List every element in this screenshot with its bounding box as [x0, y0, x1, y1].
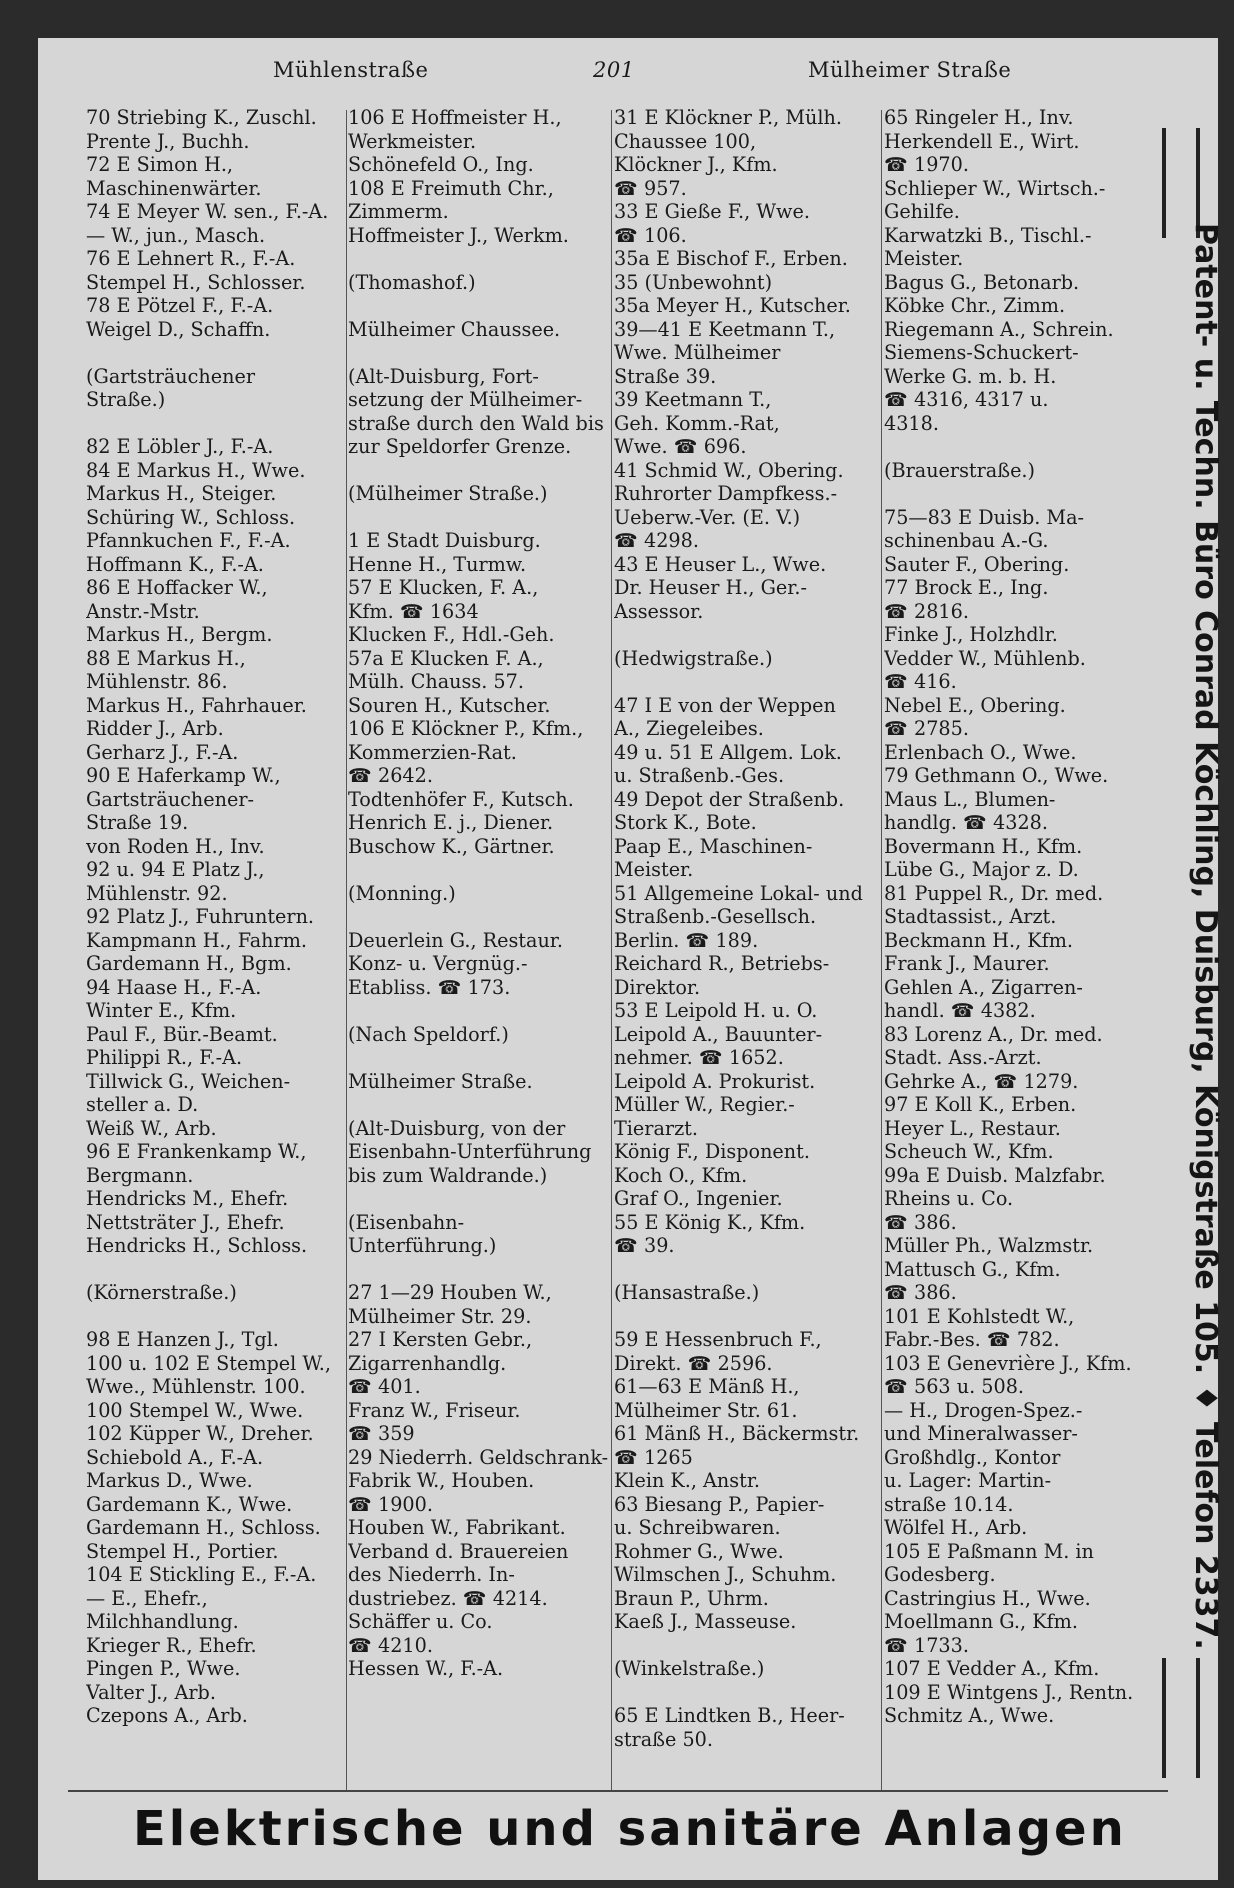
directory-entry-line: 79 Gethmann O., Wwe. [884, 764, 1109, 787]
directory-entry-line: (Körnerstraße.) [86, 1281, 237, 1304]
directory-entry-line: 49 Depot der Straßenb. [614, 787, 845, 811]
directory-entry-line: steller a. D. [86, 1093, 199, 1116]
directory-entry-line [86, 1305, 381, 1329]
directory-entry-line [348, 1187, 648, 1211]
directory-entry-line: Milchhandlung. [86, 1610, 239, 1633]
directory-entry-line: Hendricks M., Ehefr. [86, 1187, 289, 1210]
directory-entry-line: Hoffmeister J., Werkm. [348, 223, 569, 247]
directory-entry-line: Meister. [884, 247, 964, 270]
directory-entry-line: 109 E Wintgens J., Rentn. [884, 1680, 1134, 1704]
directory-entry-line: 35a E Bischof F., Erben. [614, 247, 848, 270]
directory-entry-line: Wwe., Mühlenstr. 100. [86, 1375, 306, 1398]
directory-entry-line: Erlenbach O., Wwe. [884, 740, 1077, 764]
directory-entry-line: Bagus G., Betonarb. [884, 270, 1080, 294]
directory-entry-line: Valter J., Arb. [86, 1680, 216, 1704]
directory-entry-line: 76 E Lehnert R., F.-A. [86, 247, 296, 270]
directory-entry-line: Zimmerm. [348, 200, 449, 223]
directory-entry-line: Rheins u. Co. [884, 1187, 1014, 1210]
directory-entry-line: Hendricks H., Schloss. [86, 1234, 308, 1257]
directory-entry-line: ☎ 359 [348, 1422, 415, 1445]
directory-entry-line: Markus H., Steiger. [86, 482, 277, 505]
directory-entry-line: 81 Puppel R., Dr. med. [884, 881, 1104, 905]
directory-entry-line: Werke G. m. b. H. [884, 364, 1057, 388]
directory-entry-line: Kampmann H., Fahrm. [86, 928, 308, 952]
directory-entry-line: Klöckner J., Kfm. [614, 153, 778, 176]
directory-entry-line: Riegemann A., Schrein. [884, 317, 1114, 341]
page-header [38, 58, 1138, 98]
directory-entry-line: Braun P., Uhrm. [614, 1586, 769, 1610]
directory-entry-line: Paul F., Bür.-Beamt. [86, 1022, 278, 1046]
directory-entry-line: — H., Drogen-Spez.- [884, 1398, 1083, 1422]
directory-column-2 [348, 106, 648, 1811]
directory-entry-line: Sauter F., Obering. [884, 552, 1070, 576]
directory-entry-line: Direkt. ☎ 2596. [614, 1351, 773, 1375]
directory-entry-line: Kommerzien-Rat. [348, 740, 517, 764]
directory-entry-line: 70 Striebing K., Zuschl. [86, 106, 317, 129]
directory-entry-line: 102 Küpper W., Dreher. [86, 1422, 314, 1445]
directory-entry-line: ☎ 1265 [614, 1445, 693, 1469]
directory-entry-line [614, 1681, 914, 1705]
directory-entry-line: 43 E Heuser L., Wwe. [614, 552, 827, 576]
directory-entry-line [614, 1258, 914, 1282]
directory-entry-line: 1 E Stadt Duisburg. [348, 529, 541, 552]
directory-entry-line: (Hedwigstraße.) [614, 646, 773, 670]
directory-entry-line: Gehilfe. [884, 200, 960, 223]
directory-entry-line: 100 u. 102 E Stempel W., [86, 1351, 331, 1375]
directory-entry-line [614, 1305, 914, 1329]
directory-entry-line: Gardemann K., Wwe. [86, 1492, 293, 1516]
directory-entry-line: Kfm. ☎ 1634 [348, 599, 479, 623]
directory-entry-line: 97 E Koll K., Erben. [884, 1093, 1077, 1116]
directory-entry-line: 92 u. 94 E Platz J., [86, 858, 265, 881]
directory-entry-line [86, 412, 381, 436]
directory-entry-line [348, 506, 648, 530]
page-number: 201 [593, 58, 635, 82]
directory-entry-line: ☎ 1900. [348, 1492, 433, 1516]
directory-entry-line: (Eisenbahn- [348, 1210, 465, 1234]
directory-entry-line: Deuerlein G., Restaur. [348, 928, 563, 952]
directory-entry-line: 99a E Duisb. Malzfabr. [884, 1163, 1106, 1187]
directory-entry-line: Stempel H., Schlosser. [86, 270, 306, 294]
directory-entry-line: Hessen W., F.-A. [348, 1657, 504, 1680]
sidebar-ad-text: Patent- u. Techn. Büro Conrad Köchling, Duisburg, Königstraße 105. ♦ Telefon 2337. [1188, 223, 1223, 1650]
directory-entry-line [348, 905, 648, 929]
directory-entry-line: u. Straßenb.-Ges. [614, 764, 785, 787]
directory-entry-line: Houben W., Fabrikant. [348, 1516, 566, 1539]
directory-entry-line: Nettsträter J., Ehefr. [86, 1210, 285, 1234]
directory-entry-line: 83 Lorenz A., Dr. med. [884, 1022, 1103, 1046]
decorative-bars [1162, 128, 1200, 238]
directory-entry-line: (Gartsträuchener [86, 364, 256, 388]
directory-entry-line [348, 1093, 648, 1117]
directory-entry-line: Zigarrenhandlg. [348, 1351, 507, 1375]
directory-entry-line [884, 435, 1174, 459]
directory-entry-line: 63 Biesang P., Papier- [614, 1492, 825, 1516]
directory-entry-line: Tillwick G., Weichen- [86, 1069, 291, 1093]
directory-entry-line: Moellmann G., Kfm. [884, 1610, 1078, 1633]
directory-entry-line: Maus L., Blumen- [884, 787, 1056, 811]
directory-entry-line: (Brauerstraße.) [884, 458, 1036, 482]
directory-entry-line: ☎ 2816. [884, 599, 969, 623]
directory-entry-line: Siemens-Schuckert- [884, 341, 1079, 364]
directory-entry-line: und Mineralwasser- [884, 1422, 1078, 1445]
directory-entry-line [614, 670, 914, 694]
directory-entry-line: 103 E Genevrière J., Kfm. [884, 1351, 1132, 1375]
directory-entry-line: straße 10.14. [884, 1492, 1014, 1516]
directory-entry-line: 65 Ringeler H., Inv. [884, 106, 1074, 129]
directory-entry-line: Wwe. Mülheimer [614, 341, 781, 364]
directory-entry-line: (Winkelstraße.) [614, 1657, 765, 1680]
directory-entry-line: (Thomashof.) [348, 270, 476, 294]
directory-entry-line: ☎ 4316, 4317 u. [884, 388, 1049, 411]
directory-entry-line: Graf O., Ingenier. [614, 1187, 783, 1210]
directory-entry-line: Gardemann H., Bgm. [86, 952, 292, 975]
directory-entry-line: ☎ 106. [614, 223, 687, 247]
directory-entry-line: Wölfel H., Arb. [884, 1516, 1028, 1539]
directory-entry-line: 96 E Frankenkamp W., [86, 1140, 307, 1163]
directory-entry-line: (Nach Speldorf.) [348, 1022, 509, 1046]
directory-entry-line: Berlin. ☎ 189. [614, 928, 759, 952]
directory-column-1 [86, 106, 381, 1811]
directory-entry-line: ☎ 4210. [348, 1633, 433, 1657]
directory-entry-line: Frank J., Maurer. [884, 952, 1050, 975]
footer-advertisement: Elektrische und sanitäre Anlagen [133, 1801, 1127, 1857]
directory-entry-line: ☎ 957. [614, 176, 687, 200]
directory-entry-line: Reichard R., Betriebs- [614, 952, 830, 975]
directory-entry-line: Mülheimer Str. 61. [614, 1398, 798, 1422]
directory-entry-line: Etabliss. ☎ 173. [348, 975, 511, 999]
directory-entry-line: 86 E Hoffacker W., [86, 576, 268, 599]
directory-entry-line: Bovermann H., Kfm. [884, 834, 1083, 858]
directory-entry-line: ☎ 386. [884, 1210, 957, 1234]
directory-entry-line: Geh. Komm.-Rat, [614, 411, 780, 435]
directory-entry-line: Paap E., Maschinen- [614, 834, 813, 858]
directory-entry-line: 72 E Simon H., [86, 153, 234, 176]
directory-entry-line: (Hansastraße.) [614, 1281, 760, 1304]
directory-entry-line: 98 E Hanzen J., Tgl. [86, 1328, 279, 1351]
directory-entry-line: Finke J., Holzhdlr. [884, 623, 1058, 646]
directory-entry-line: Beckmann H., Kfm. [884, 928, 1074, 952]
directory-entry-line: 77 Brock E., Ing. [884, 576, 1049, 599]
directory-entry-line: des Niederrh. In- [348, 1563, 515, 1586]
directory-entry-line: Wwe. ☎ 696. [614, 435, 747, 458]
directory-entry-line: (Monning.) [348, 881, 456, 905]
sidebar-advertisement [1148, 98, 1223, 1788]
directory-entry-line: Ridder J., Arb. [86, 717, 224, 740]
directory-entry-line: (Mülheimer Straße.) [348, 482, 548, 505]
header-right-street: Mülheimer Straße [808, 58, 1012, 82]
directory-entry-line: 27 1—29 Houben W., [348, 1281, 552, 1304]
directory-entry-line: ☎ 2642. [348, 764, 433, 787]
directory-entry-line: Todtenhöfer F., Kutsch. [348, 787, 574, 811]
directory-entry-line [348, 247, 648, 271]
directory-entry-line: — E., Ehefr., [86, 1586, 208, 1610]
directory-entry-line: handlg. ☎ 4328. [884, 811, 1048, 834]
directory-entry-line: Ruhrorter Dampfkess.- [614, 482, 838, 505]
directory-entry-line: Mülheimer Straße. [348, 1069, 533, 1093]
directory-entry-line: ☎ 563 u. 508. [884, 1375, 1024, 1398]
directory-entry-line: 88 E Markus H., [86, 646, 246, 670]
directory-entry-line: Stadtassist., Arzt. [884, 905, 1057, 928]
directory-entry-line: 51 Allgemeine Lokal- und [614, 881, 863, 905]
directory-entry-line: Kaeß J., Masseuse. [614, 1610, 797, 1633]
directory-entry-line: Winter E., Kfm. [86, 999, 237, 1022]
directory-entry-line: Großhdlg., Kontor [884, 1445, 1061, 1469]
directory-entry-line: Straße 19. [86, 811, 189, 834]
directory-entry-line: Hoffmann K., F.-A. [86, 552, 264, 576]
directory-entry-line: Fabr.-Bes. ☎ 782. [884, 1328, 1060, 1351]
directory-entry-line [348, 341, 648, 365]
directory-entry-line: Rohmer G., Wwe. [614, 1539, 784, 1563]
directory-entry-line: Verband d. Brauereien [348, 1539, 569, 1563]
directory-entry-line: (Alt-Duisburg, von der [348, 1116, 566, 1140]
directory-entry-line: Markus H., Fahrhauer. [86, 693, 307, 717]
directory-entry-line: dustriebez. ☎ 4214. [348, 1586, 548, 1610]
directory-entry-line: Maschinenwärter. [86, 176, 262, 200]
directory-entry-line: Schüring W., Schloss. [86, 505, 296, 529]
directory-entry-line: ☎ 1733. [884, 1633, 969, 1657]
directory-entry-line: Klein K., Anstr. [614, 1469, 760, 1492]
directory-entry-line: 61—63 E Mänß H., [614, 1375, 800, 1398]
directory-entry-line: Müller W., Regier.- [614, 1093, 795, 1116]
directory-entry-line: Buschow K., Gärtner. [348, 834, 555, 858]
directory-entry-line: Mülheimer Chaussee. [348, 317, 561, 341]
directory-entry-line: Heyer L., Restaur. [884, 1116, 1061, 1140]
directory-entry-line: 100 Stempel W., Wwe. [86, 1398, 304, 1422]
directory-entry-line: Straßenb.-Gesellsch. [614, 905, 817, 928]
directory-entry-line: Stempel H., Portier. [86, 1539, 279, 1563]
directory-entry-line: 74 E Meyer W. sen., F.-A. [86, 200, 329, 223]
directory-entry-line: Godesberg. [884, 1563, 996, 1586]
directory-entry-line: 47 I E von der Weppen [614, 693, 836, 717]
directory-entry-line: 31 E Klöckner P., Mülh. [614, 106, 842, 129]
directory-entry-line: Klucken F., Hdl.-Geh. [348, 623, 555, 646]
directory-entry-line: 39 Keetmann T., [614, 388, 772, 411]
directory-entry-line: Mülh. Chauss. 57. [348, 670, 524, 693]
directory-entry-line [86, 341, 381, 365]
directory-entry-line: ☎ 1970. [884, 153, 969, 176]
directory-entry-line [348, 1258, 648, 1282]
directory-entry-line: Markus H., Bergm. [86, 623, 273, 646]
directory-entry-line: Gerharz J., F.-A. [86, 740, 239, 764]
directory-entry-line: Müller Ph., Walzmstr. [884, 1234, 1094, 1257]
directory-entry-line: bis zum Waldrande.) [348, 1163, 548, 1187]
directory-entry-line: Wilmschen J., Schuhm. [614, 1563, 837, 1586]
directory-entry-line: Tierarzt. [614, 1116, 698, 1140]
directory-entry-line: 61 Mänß H., Bäckermstr. [614, 1422, 860, 1445]
directory-entry-line: 59 E Hessenbruch F., [614, 1328, 822, 1351]
directory-entry-line: ☎ 4298. [614, 529, 699, 552]
directory-entry-line: A., Ziegeleibes. [614, 717, 764, 740]
directory-entry-line: Bergmann. [86, 1163, 194, 1187]
directory-entry-line: Herkendell E., Wirt. [884, 129, 1080, 153]
directory-entry-line: setzung der Mülheimer- [348, 388, 583, 411]
directory-entry-line: 108 E Freimuth Chr., [348, 176, 554, 200]
directory-entry-line: 29 Niederrh. Geldschrank- [348, 1445, 609, 1469]
directory-entry-line: schinenbau A.-G. [884, 529, 1049, 552]
directory-entry-line: Dr. Heuser H., Ger.- [614, 576, 807, 599]
directory-entry-line: Karwatzki B., Tischl.- [884, 223, 1092, 247]
directory-entry-line: zur Speldorfer Grenze. [348, 435, 572, 458]
directory-entry-line: Gehrke A., ☎ 1279. [884, 1069, 1079, 1093]
directory-entry-line: Unterführung.) [348, 1234, 497, 1257]
header-left-street: Mühlenstraße [273, 58, 429, 82]
directory-entry-line: Chaussee 100, [614, 129, 757, 153]
directory-entry-line: Assessor. [614, 599, 704, 623]
directory-entry-line: Czepons A., Arb. [86, 1704, 248, 1727]
directory-entry-line: Mühlenstr. 92. [86, 881, 228, 905]
directory-entry-line: ☎ 401. [348, 1375, 421, 1398]
directory-entry-line: (Alt-Duisburg, Fort- [348, 364, 539, 388]
directory-entry-line: 55 E König K., Kfm. [614, 1210, 806, 1234]
directory-entry-line [348, 294, 648, 318]
directory-entry-line: 101 E Kohlstedt W., [884, 1304, 1075, 1328]
directory-entry-line: Weiß W., Arb. [86, 1116, 217, 1140]
directory-entry-line: Pfannkuchen F., F.-A. [86, 529, 291, 552]
directory-entry-line: u. Lager: Martin- [884, 1469, 1052, 1492]
directory-entry-line: König F., Disponent. [614, 1140, 810, 1163]
directory-entry-line: Mülheimer Str. 29. [348, 1304, 532, 1328]
directory-entry-line: Weigel D., Schaffn. [86, 317, 271, 341]
directory-entry-line: Gardemann H., Schloss. [86, 1516, 321, 1539]
directory-page [38, 38, 1223, 1880]
directory-entry-line: Werkmeister. [348, 129, 477, 153]
directory-entry-line: Markus D., Wwe. [86, 1469, 253, 1492]
directory-entry-line: Schlieper W., Wirtsch.- [884, 176, 1106, 200]
directory-entry-line: 104 E Stickling E., F.-A. [86, 1563, 317, 1586]
directory-entry-line: 27 I Kersten Gebr., [348, 1328, 533, 1351]
directory-entry-line: 75—83 E Duisb. Ma- [884, 505, 1084, 529]
directory-entry-line: Koch O., Kfm. [614, 1163, 748, 1187]
directory-entry-line: Gehlen A., Zigarren- [884, 975, 1083, 999]
directory-entry-line: Schäffer u. Co. [348, 1610, 493, 1633]
directory-entry-line: Direktor. [614, 975, 701, 999]
directory-entry-line: Ueberw.-Ver. (E. V.) [614, 505, 801, 529]
directory-entry-line [348, 858, 648, 882]
directory-entry-line: Fabrik W., Houben. [348, 1469, 535, 1492]
directory-entry-line: Schmitz A., Wwe. [884, 1704, 1055, 1727]
directory-entry-line: 49 u. 51 E Allgem. Lok. [614, 740, 842, 764]
directory-entry-line: 92 Platz J., Fuhruntern. [86, 905, 315, 928]
directory-entry-line: Souren H., Kutscher. [348, 693, 551, 717]
directory-entry-line: Philippi R., F.-A. [86, 1046, 243, 1069]
directory-entry-line: Pingen P., Wwe. [86, 1657, 241, 1680]
directory-entry-line: 4318. [884, 411, 939, 435]
directory-entry-line: 106 E Hoffmeister H., [348, 106, 562, 129]
directory-entry-line: 94 Haase H., F.-A. [86, 975, 262, 999]
footer-divider [68, 1790, 1168, 1792]
directory-entry-line: Nebel E., Obering. [884, 693, 1066, 717]
directory-entry-line: Vedder W., Mühlenb. [884, 646, 1086, 670]
directory-column-3 [614, 106, 914, 1811]
directory-entry-line: Schiebold A., F.-A. [86, 1445, 264, 1469]
directory-entry-line: Straße 39. [614, 364, 717, 388]
directory-entry-line: Anstr.-Mstr. [86, 599, 200, 623]
directory-entry-line: u. Schreibwaren. [614, 1516, 781, 1539]
directory-entry-line: 57 E Klucken, F. A., [348, 576, 539, 599]
decorative-bars [1162, 1658, 1200, 1778]
directory-entry-line [86, 1258, 381, 1282]
directory-entry-line: 107 E Vedder A., Kfm. [884, 1657, 1100, 1680]
directory-entry-line: Castringius H., Wwe. [884, 1586, 1091, 1610]
directory-entry-line: Konz- u. Vergnüg.- [348, 952, 528, 975]
directory-entry-line: Leipold A. Prokurist. [614, 1069, 816, 1093]
directory-entry-line: 82 E Löbler J., F.-A. [86, 435, 274, 458]
directory-entry-line: ☎ 416. [884, 670, 957, 693]
directory-entry-line: 35 (Unbewohnt) [614, 270, 773, 294]
directory-entry-line: Mattusch G., Kfm. [884, 1257, 1061, 1281]
directory-entry-line [614, 623, 914, 647]
directory-entry-line: Gartsträuchener- [86, 787, 255, 811]
directory-entry-line: handl. ☎ 4382. [884, 999, 1036, 1022]
directory-entry-line: 105 E Paßmann M. in [884, 1539, 1094, 1563]
directory-entry-line: 90 E Haferkamp W., [86, 764, 281, 787]
directory-entry-line: ☎ 39. [614, 1234, 675, 1257]
directory-entry-line: Meister. [614, 858, 694, 881]
directory-entry-line: Leipold A., Bauunter- [614, 1022, 823, 1046]
directory-entry-line: 41 Schmid W., Obering. [614, 458, 844, 482]
directory-entry-line: 65 E Lindtken B., Heer- [614, 1704, 845, 1727]
directory-entry-line: Henrich E. j., Diener. [348, 811, 554, 834]
directory-entry-line: Lübe G., Major z. D. [884, 858, 1079, 881]
directory-entry-line: Henne H., Turmw. [348, 552, 527, 576]
directory-entry-line: Schönefeld O., Ing. [348, 153, 534, 176]
directory-entry-line: Prente J., Buchh. [86, 129, 250, 153]
directory-entry-line [884, 482, 1174, 506]
directory-entry-line [348, 1046, 648, 1070]
directory-entry-line: 33 E Gieße F., Wwe. [614, 200, 810, 223]
directory-entry-line: Straße.) [86, 388, 166, 411]
directory-entry-line: — W., jun., Masch. [86, 223, 266, 247]
directory-entry-line [614, 1634, 914, 1658]
directory-entry-line: 53 E Leipold H. u. O. [614, 999, 818, 1022]
directory-entry-line: ☎ 386. [884, 1281, 957, 1304]
directory-entry-line: Mühlenstr. 86. [86, 670, 228, 693]
directory-entry-line: 39—41 E Keetmann T., [614, 317, 836, 341]
directory-entry-line: 78 E Pötzel F., F.-A. [86, 294, 274, 317]
directory-column-4 [884, 106, 1174, 1811]
directory-entry-line: Scheuch W., Kfm. [884, 1140, 1054, 1163]
directory-entry-line: 35a Meyer H., Kutscher. [614, 294, 851, 317]
directory-entry-line: Köbke Chr., Zimm. [884, 294, 1066, 317]
directory-entry-line: straße durch den Wald bis [348, 411, 604, 435]
directory-entry-line: Krieger R., Ehefr. [86, 1633, 257, 1657]
directory-entry-line: 106 E Klöckner P., Kfm., [348, 717, 584, 740]
directory-entry-line [348, 999, 648, 1023]
directory-entry-line: 57a E Klucken F. A., [348, 646, 544, 670]
directory-entry-line: Eisenbahn-Unterführung [348, 1140, 592, 1163]
directory-entry-line: Stork K., Bote. [614, 811, 757, 834]
directory-entry-line [348, 459, 648, 483]
directory-entry-line: straße 50. [614, 1727, 713, 1751]
directory-entry-line: Franz W., Friseur. [348, 1398, 521, 1422]
directory-entry-line: nehmer. ☎ 1652. [614, 1046, 784, 1069]
directory-entry-line: von Roden H., Inv. [86, 834, 265, 858]
directory-entry-line: Stadt. Ass.-Arzt. [884, 1046, 1042, 1069]
directory-entry-line: ☎ 2785. [884, 717, 969, 740]
directory-entry-line: 84 E Markus H., Wwe. [86, 458, 306, 482]
